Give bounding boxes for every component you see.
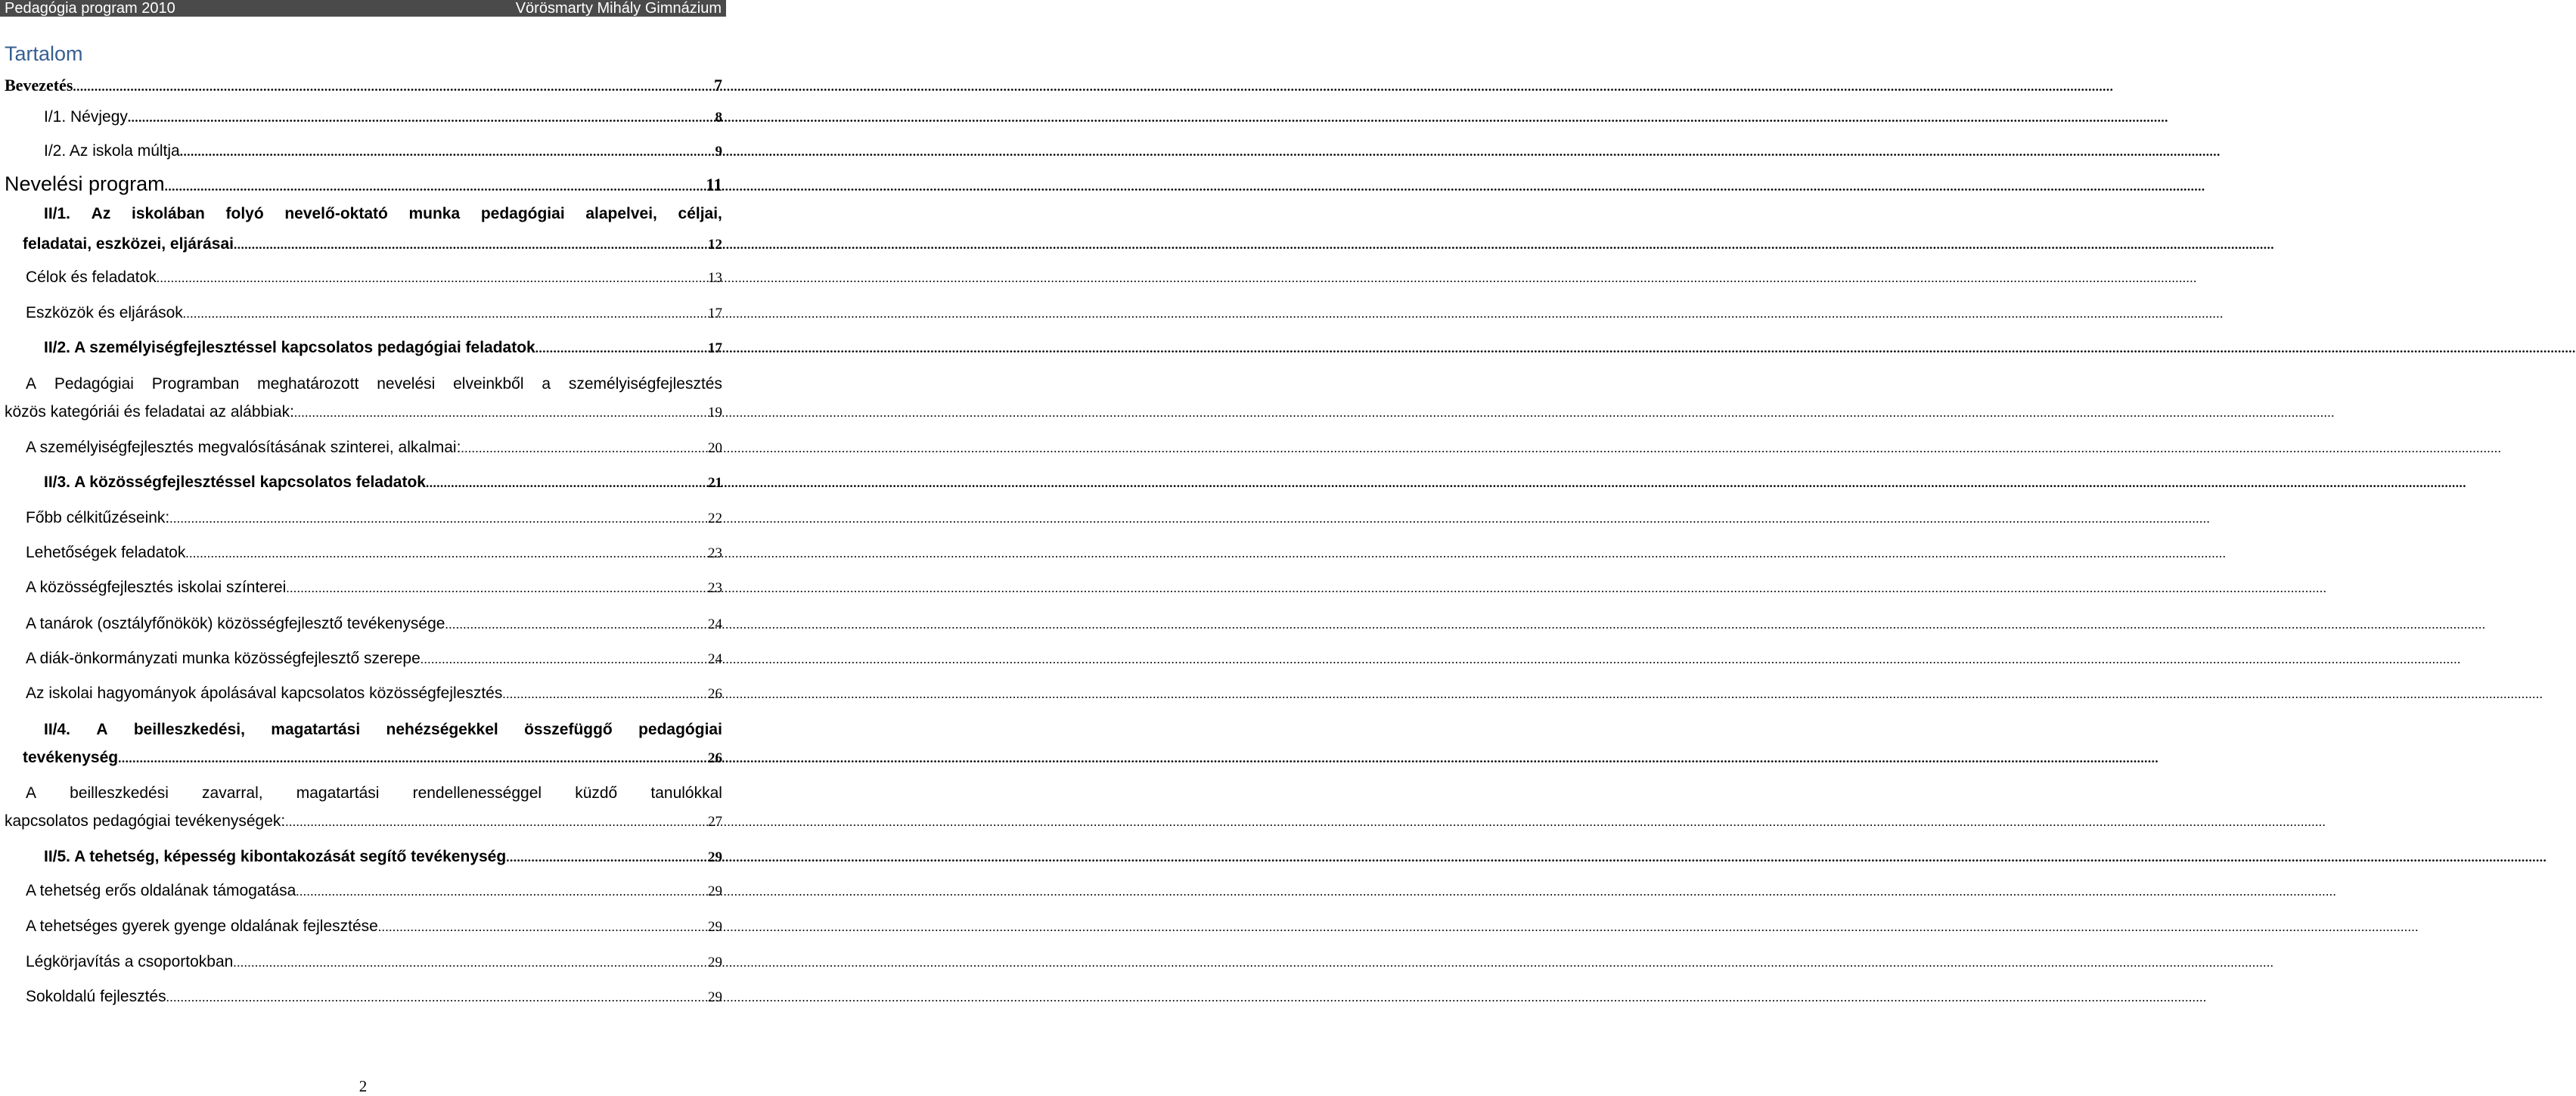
toc-entry[interactable] <box>26 304 722 322</box>
toc-entry-word: nevelő-oktató <box>284 205 388 222</box>
toc-entry-label: I/1. Névjegy <box>44 108 128 126</box>
toc-entry-page: 9 <box>715 144 722 160</box>
toc-entry[interactable] <box>5 172 722 196</box>
toc-entry[interactable] <box>5 76 722 95</box>
toc-entry-page: 22 <box>708 511 722 526</box>
toc-leader-dots <box>165 179 706 194</box>
toc-entry-word: A <box>26 784 37 802</box>
toc-entry-label: A tehetség erős oldalának támogatása <box>26 882 296 899</box>
toc-entry-page: 24 <box>708 616 722 632</box>
toc-leader-dots <box>169 511 708 526</box>
toc-entry-label: Az iskolai hagyományok ápolásával kapcsolatos közösségfejlesztés <box>26 685 503 702</box>
page-number: 2 <box>358 1077 368 1095</box>
toc-entry[interactable] <box>44 142 722 160</box>
toc-entry-page: 29 <box>708 849 722 865</box>
toc-entry-label: Főbb célkitűzéseink: <box>26 509 170 526</box>
header-right-text: Vörösmarty Mihály Gimnázium <box>515 0 722 17</box>
toc-entry-word: alapelvei, <box>585 205 657 222</box>
toc-leader-dots <box>128 110 715 126</box>
toc-entry-line[interactable] <box>26 784 722 803</box>
toc-entry-page: 13 <box>708 270 722 286</box>
document-page <box>0 0 726 1094</box>
toc-entry-label: A személyiségfejlesztés megvalósításának szinterei, alkalmai: <box>26 439 461 456</box>
toc-entry[interactable] <box>26 917 722 936</box>
toc-leader-dots <box>445 617 708 632</box>
toc-entry-label: Bevezetés <box>5 76 73 95</box>
toc-entry-label: A közösségfejlesztés iskolai színterei <box>26 579 287 596</box>
toc-entry-word: pedagógiai <box>638 721 722 738</box>
toc-entry-word: beilleszkedési <box>70 784 169 802</box>
toc-leader-dots <box>378 920 708 935</box>
toc-leader-dots <box>294 405 708 421</box>
toc-entry-page: 23 <box>708 545 722 561</box>
toc-entry-word: tanulókkal <box>650 784 722 802</box>
toc-entry-word: személyiségfejlesztés <box>568 375 722 393</box>
toc-leader-dots <box>296 884 708 899</box>
toc-entry-page: 26 <box>708 750 722 766</box>
toc-entry-page: 20 <box>708 440 722 456</box>
toc-entry-label: kapcsolatos pedagógiai tevékenységek: <box>5 812 286 830</box>
toc-entry-page: 29 <box>708 955 722 970</box>
toc-entry[interactable] <box>5 812 722 831</box>
toc-entry-word: pedagógiai <box>480 205 565 222</box>
toc-leader-dots <box>535 341 708 356</box>
toc-entry[interactable] <box>44 848 722 866</box>
toc-entry-word: magatartási <box>271 721 361 738</box>
toc-entry-page: 29 <box>708 989 722 1005</box>
toc-entry[interactable] <box>23 749 722 767</box>
toc-entry-word: folyó <box>225 205 264 222</box>
toc-entry-page: 12 <box>708 237 722 253</box>
toc-entry-page: 11 <box>706 175 722 194</box>
header-left-text: Pedagógia program 2010 <box>5 0 175 17</box>
toc-entry-word: munka <box>408 205 461 222</box>
toc-entry-label: feladatai, eszközei, eljárásai <box>23 235 234 253</box>
toc-entry-word: beilleszkedési, <box>133 721 245 738</box>
toc-entry[interactable] <box>26 439 722 457</box>
toc-entry-label: Nevelési program <box>5 172 165 195</box>
toc-entry[interactable] <box>26 544 722 562</box>
toc-entry-line[interactable] <box>44 721 722 739</box>
toc-entry-word: magatartási <box>296 784 380 802</box>
toc-entry-word: összefüggő <box>524 721 613 738</box>
toc-entry[interactable] <box>26 685 722 703</box>
toc-entry-page: 26 <box>708 686 722 702</box>
toc-entry-page: 21 <box>708 475 722 491</box>
toc-leader-dots <box>502 687 708 702</box>
toc-entry-page: 19 <box>708 405 722 421</box>
toc-entry-page: 29 <box>708 919 722 935</box>
toc-leader-dots <box>233 955 708 970</box>
toc-entry[interactable] <box>26 615 722 633</box>
toc-entry-word: meghatározott <box>257 375 359 393</box>
toc-entry-word: rendellenességgel <box>412 784 542 802</box>
toc-entry-label: A diák-önkormányzati munka közösségfejlesztő szerepe <box>26 650 421 667</box>
toc-entry-page: 17 <box>708 340 722 356</box>
toc-entry[interactable] <box>26 953 722 971</box>
toc-entry-page: 7 <box>714 76 722 95</box>
toc-leader-dots <box>166 990 708 1005</box>
toc-leader-dots <box>183 306 708 321</box>
toc-entry-page: 8 <box>715 110 722 126</box>
toc-entry[interactable] <box>26 579 722 597</box>
toc-entry[interactable] <box>44 473 722 492</box>
toc-entry-label: I/2. Az iskola múltja <box>44 142 180 160</box>
toc-entry-label: tevékenység <box>23 749 119 766</box>
toc-entry-word: nevelési <box>377 375 436 393</box>
toc-entry-label: II/3. A közösségfejlesztéssel kapcsolatos feladatok <box>44 473 426 491</box>
toc-entry-word: Programban <box>151 375 240 393</box>
toc-entry-page: 17 <box>708 306 722 321</box>
toc-leader-dots <box>421 652 708 667</box>
toc-entry-line[interactable] <box>44 205 722 223</box>
toc-entry-label: Lehetőségek feladatok <box>26 544 186 561</box>
toc-entry-word: A <box>26 375 37 393</box>
toc-entry-label: II/2. A személyiségfejlesztéssel kapcsolatos pedagógiai feladatok <box>44 339 535 356</box>
toc-entry[interactable] <box>26 882 722 900</box>
toc-entry-word: céljai, <box>678 205 722 222</box>
toc-entry-page: 24 <box>708 651 722 667</box>
toc-entry-word: elveinkből <box>453 375 524 393</box>
toc-entry-word: küzdő <box>575 784 618 802</box>
toc-entry[interactable] <box>23 235 722 253</box>
toc-entry-word: iskolában <box>131 205 205 222</box>
toc-entry[interactable] <box>26 650 722 668</box>
toc-entry-word: a <box>542 375 551 393</box>
toc-entry-label: A tehetséges gyerek gyenge oldalának fejlesztése <box>26 917 378 935</box>
toc-entry-label: II/5. A tehetség, képesség kibontakozását segítő tevékenység <box>44 848 507 865</box>
toc-entry[interactable] <box>26 269 722 287</box>
toc-entry-label: A tanárok (osztályfőnökök) közösségfejlesztő tevékenysége <box>26 615 445 632</box>
toc-entry-page: 23 <box>708 580 722 596</box>
toc-entry-word: Az <box>91 205 111 222</box>
toc-entry-page: 29 <box>708 883 722 899</box>
toc-leader-dots <box>185 546 708 561</box>
toc-entry-word: zavarral, <box>202 784 263 802</box>
toc-leader-dots <box>118 751 708 766</box>
toc-entry-label: közös kategóriái és feladatai az alábbiak: <box>5 403 294 421</box>
toc-entry-word: II/4. <box>44 721 71 738</box>
toc-entry-line[interactable] <box>26 375 722 393</box>
page-header <box>0 0 726 17</box>
toc-leader-dots <box>461 441 708 456</box>
toc-entry[interactable] <box>5 403 722 421</box>
toc-entry-label: Célok és feladatok <box>26 269 157 286</box>
toc-entry-label: Sokoldalú fejlesztés <box>26 988 166 1005</box>
toc-entry-page: 27 <box>708 814 722 830</box>
toc-leader-dots <box>286 581 708 596</box>
toc-entry[interactable] <box>44 339 722 357</box>
toc-leader-dots <box>234 238 708 253</box>
toc-entry-label: Eszközök és eljárások <box>26 304 183 321</box>
toc-entry[interactable] <box>26 509 722 527</box>
toc-entry-label: Légkörjavítás a csoportokban <box>26 953 234 970</box>
toc-leader-dots <box>426 476 708 491</box>
toc-entry[interactable] <box>44 108 722 126</box>
toc-entry[interactable] <box>26 988 722 1006</box>
toc-title: Tartalom <box>5 42 83 65</box>
toc-entry-word: II/1. <box>44 205 71 222</box>
toc-leader-dots <box>73 79 714 95</box>
toc-entry-word: Pedagógiai <box>54 375 134 393</box>
toc-leader-dots <box>157 271 708 286</box>
toc-entry-word: nehézségekkel <box>386 721 498 738</box>
toc-leader-dots <box>180 144 715 160</box>
toc-leader-dots <box>285 815 708 830</box>
toc-leader-dots <box>506 850 708 865</box>
toc-entry-word: A <box>96 721 108 738</box>
